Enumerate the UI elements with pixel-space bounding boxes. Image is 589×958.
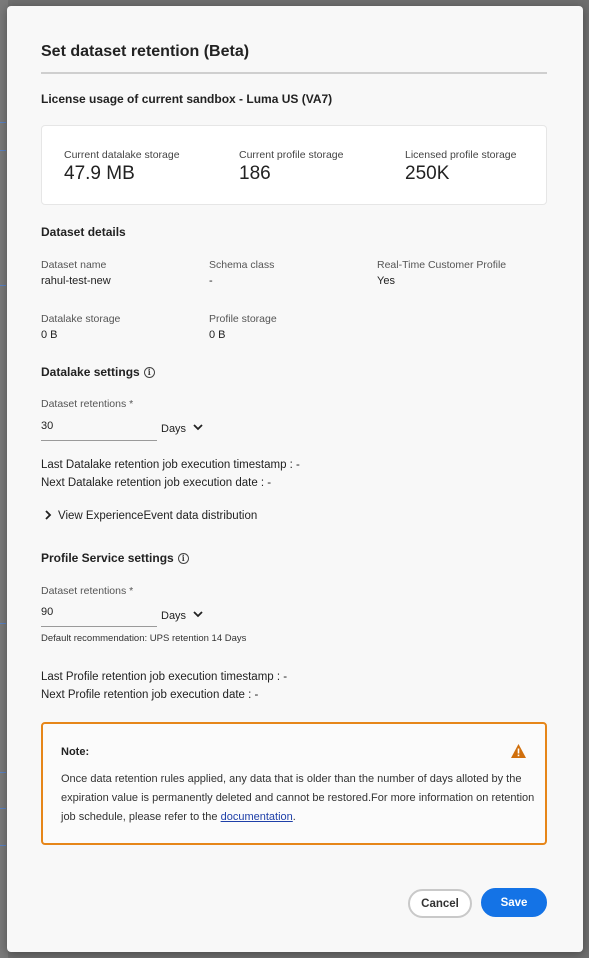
profile-next-job: Next Profile retention job execution date : -	[41, 689, 259, 701]
schema-class-label: Schema class	[209, 259, 275, 271]
view-distribution-label: View ExperienceEvent data distribution	[58, 510, 258, 522]
profile-unit-dropdown[interactable]	[161, 606, 203, 624]
datalake-settings-title: Datalake settings	[41, 365, 140, 379]
note-text-end: .	[292, 811, 296, 823]
rtcp-value: Yes	[377, 275, 395, 287]
documentation-link[interactable]: documentation	[220, 811, 293, 823]
datalake-last-job: Last Datalake retention job execution timestamp : -	[41, 459, 300, 471]
alert-triangle-icon	[510, 743, 527, 759]
datalake-storage-detail-label: Datalake storage	[41, 313, 121, 325]
note-text: Once data retention rules applied, any data that is older than the number of days alloted by the expiration value is permanently deleted and cannot be restored.For more information on retention job schedule, please refer to the	[61, 773, 535, 823]
datalake-next-job: Next Datalake retention job execution date : -	[41, 477, 272, 489]
backdrop-mark	[0, 845, 6, 846]
datalake-retention-label: Dataset retentions *	[41, 398, 134, 410]
default-recommendation: Default recommendation: UPS retention 14 Days	[41, 633, 247, 644]
note-body	[61, 770, 551, 827]
info-icon[interactable]: i	[144, 367, 155, 378]
backdrop-mark	[0, 150, 6, 151]
chevron-down-icon	[193, 611, 203, 618]
profile-retention-input[interactable]: 90	[41, 606, 54, 618]
datalake-storage-value: 47.9 MB	[64, 163, 135, 184]
backdrop-mark	[0, 122, 6, 123]
note-title: Note:	[61, 746, 90, 758]
licensed-storage-label: Licensed profile storage	[405, 149, 517, 161]
info-icon[interactable]: i	[178, 553, 189, 564]
licensed-storage-value: 250K	[405, 163, 450, 184]
dataset-name-value: rahul-test-new	[41, 275, 111, 287]
backdrop-mark	[0, 808, 6, 809]
profile-last-job: Last Profile retention job execution timestamp : -	[41, 671, 288, 683]
license-heading: License usage of current sandbox - Luma US (VA7)	[41, 92, 333, 106]
dialog-title: Set dataset retention (Beta)	[41, 43, 250, 60]
retention-dialog	[7, 6, 583, 952]
save-button[interactable]: Save	[481, 888, 547, 917]
profile-settings-heading	[41, 551, 189, 565]
datalake-unit-dropdown[interactable]	[161, 419, 203, 437]
profile-storage-value: 186	[239, 163, 271, 184]
profile-settings-title: Profile Service settings	[41, 551, 174, 565]
profile-unit-value: Days	[161, 610, 187, 622]
profile-storage-detail-value: 0 B	[209, 329, 226, 341]
datalake-retention-input[interactable]: 30	[41, 420, 54, 432]
schema-class-value: -	[209, 275, 213, 287]
profile-retention-label: Dataset retentions *	[41, 585, 134, 597]
chevron-down-icon	[193, 424, 203, 431]
datalake-retention-underline	[41, 440, 157, 441]
profile-storage-detail-label: Profile storage	[209, 313, 277, 325]
title-divider	[41, 72, 547, 74]
view-distribution-expander[interactable]	[45, 510, 257, 522]
backdrop-mark	[0, 772, 6, 773]
datalake-settings-heading	[41, 365, 155, 379]
backdrop-mark	[0, 623, 6, 624]
retention-note	[41, 722, 547, 845]
cancel-button[interactable]: Cancel	[408, 889, 472, 918]
backdrop-mark	[0, 285, 6, 286]
dataset-name-label: Dataset name	[41, 259, 107, 271]
rtcp-label: Real-Time Customer Profile	[377, 259, 507, 271]
profile-storage-label: Current profile storage	[239, 149, 344, 161]
datalake-storage-detail-value: 0 B	[41, 329, 58, 341]
dataset-details-heading: Dataset details	[41, 225, 126, 239]
license-usage-card	[41, 125, 547, 205]
datalake-storage-label: Current datalake storage	[64, 149, 180, 161]
datalake-unit-value: Days	[161, 423, 187, 435]
profile-retention-underline	[41, 626, 157, 627]
chevron-right-icon	[45, 510, 52, 520]
